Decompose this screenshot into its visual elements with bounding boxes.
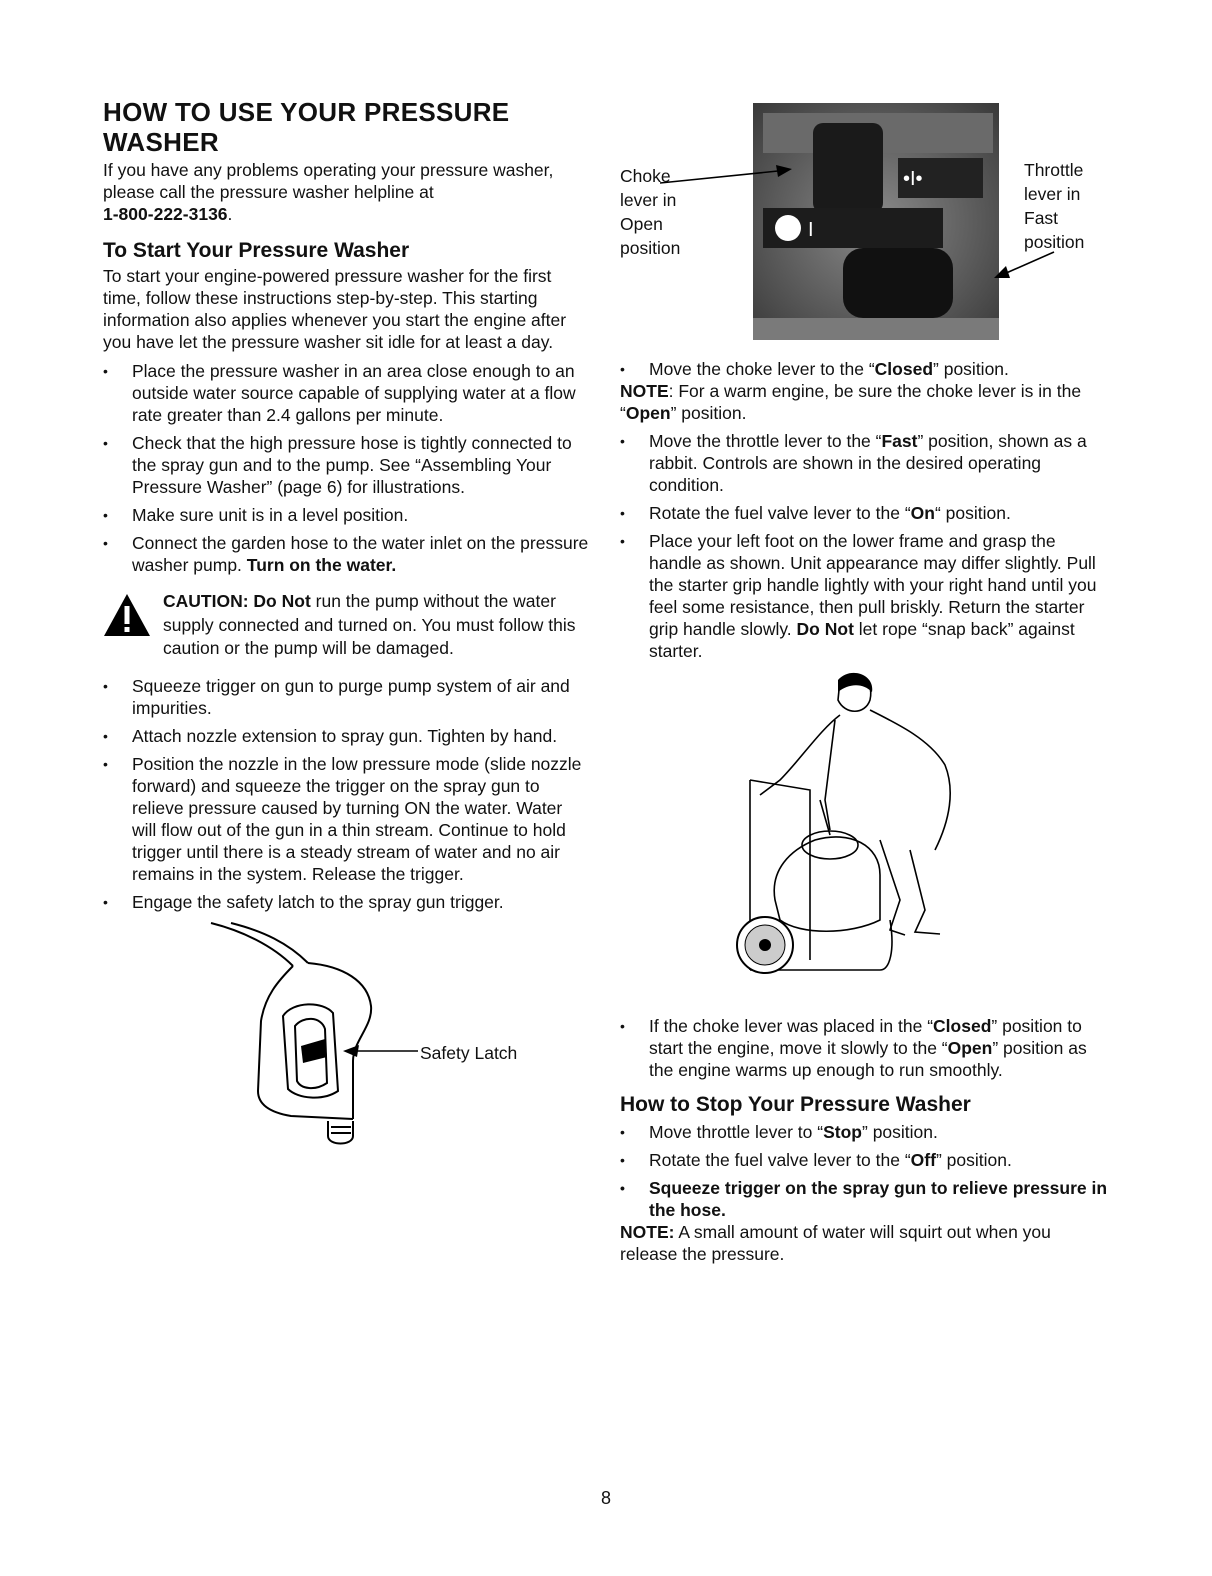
choke-label: Choke lever in Open position xyxy=(620,166,681,258)
spray-gun-illustration xyxy=(203,921,523,1151)
start-heading: To Start Your Pressure Washer xyxy=(103,239,410,262)
list-item: • Attach nozzle extension to spray gun. Tighten by hand. xyxy=(103,725,591,747)
left-column xyxy=(103,97,591,1151)
choke-arrow-icon xyxy=(660,165,800,225)
list-item: • Check that the high pressure hose is tightly connected to the spray gun and to the pump. See “Assembling Your Pressure Washer” (page 6) for illustrations. xyxy=(103,432,591,498)
list-item: • Position the nozzle in the low pressure mode (slide nozzle forward) and squeeze the trigger on the spray gun to relieve pressure caused by turning ON the water. Water will flow out of the gun in a thin stream. Continue to hold trigger until there is a steady stream of water and no air remains in the system. Release the trigger. xyxy=(103,753,591,885)
note-warm-engine: NOTE: For a warm engine, be sure the choke lever is in the “Open” position. xyxy=(620,381,1082,423)
list-item: • Move the choke lever to the “Closed” position. xyxy=(620,358,1110,380)
svg-text:•I•: •I• xyxy=(903,168,923,190)
stop-steps xyxy=(620,1121,1110,1221)
list-item: • Rotate the fuel valve lever to the “Off” position. xyxy=(620,1149,1110,1171)
caution-box: CAUTION: Do Not run the pump without the water supply connected and turned on. You must follow this caution or the pump will be damaged. xyxy=(103,590,591,661)
list-item: • Place your left foot on the lower frame and grasp the handle as shown. Unit appearance may differ slightly. Pull the starter grip handle lightly with your right hand until you feel some resistance, then pull briskly. Return the starter grip handle slowly. Do Not let rope “snap back” against starter. xyxy=(620,530,1110,662)
controls-figure xyxy=(620,100,1110,350)
right-column xyxy=(620,100,1110,1265)
note-pressure: NOTE: A small amount of water will squirt out when you release the pressure. xyxy=(620,1222,1051,1264)
list-item: • Move throttle lever to “Stop” position. xyxy=(620,1121,1110,1143)
process-bullets xyxy=(103,675,591,913)
list-item: • Connect the garden hose to the water inlet on the pressure washer pump. Turn on the water. xyxy=(103,532,591,576)
warmup-bullet xyxy=(620,1015,1110,1081)
page-number: 8 xyxy=(600,1488,611,1508)
choke-bullet xyxy=(620,358,1110,380)
helpline-number: 1-800-222-3136 xyxy=(103,204,228,224)
start-bullets xyxy=(103,360,591,576)
start-steps xyxy=(620,430,1110,662)
safety-latch-label: Safety Latch xyxy=(420,1042,518,1063)
list-item: • Place the pressure washer in an area close enough to an outside water source capable of supplying water at a flow rate greater than 2.4 gallons per minute. xyxy=(103,360,591,426)
list-item: • Squeeze trigger on gun to purge pump system of air and impurities. xyxy=(103,675,591,719)
list-item: • If the choke lever was placed in the “Closed” position to start the engine, move it slowly to the “Open” position as the engine warms up enough to run smoothly. xyxy=(620,1015,1110,1081)
start-intro: To start your engine-powered pressure washer for the first time, follow these instructions step-by-step. This starting information also applies whenever you start the engine after you have let the pressure washer sit idle for at least a day. xyxy=(103,266,567,352)
page-title: HOW TO USE YOUR PRESSURE WASHER xyxy=(103,97,510,157)
list-item: • Squeeze trigger on the spray gun to relieve pressure in the hose. xyxy=(620,1177,1110,1221)
list-item: • Move the throttle lever to the “Fast” position, shown as a rabbit. Controls are shown in the desired operating condition. xyxy=(620,430,1110,496)
list-item: • Rotate the fuel valve lever to the “On“ position. xyxy=(620,502,1110,524)
throttle-arrow-icon xyxy=(988,250,1058,290)
throttle-label: Throttle lever in Fast position xyxy=(1024,160,1085,252)
intro-paragraph: If you have any problems operating your pressure washer, please call the pressure washer helpline at 1-800-222-3136. xyxy=(103,160,554,224)
stop-heading: How to Stop Your Pressure Washer xyxy=(620,1093,971,1116)
warning-triangle-icon xyxy=(103,593,151,637)
spray-gun-figure xyxy=(103,921,591,1151)
list-item: • Engage the safety latch to the spray gun trigger. xyxy=(103,891,591,913)
svg-text:I: I xyxy=(808,219,814,241)
operator-starting-engine-illustration xyxy=(730,670,970,1010)
operator-figure xyxy=(620,670,1110,1015)
list-item: • Make sure unit is in a level position. xyxy=(103,504,591,526)
